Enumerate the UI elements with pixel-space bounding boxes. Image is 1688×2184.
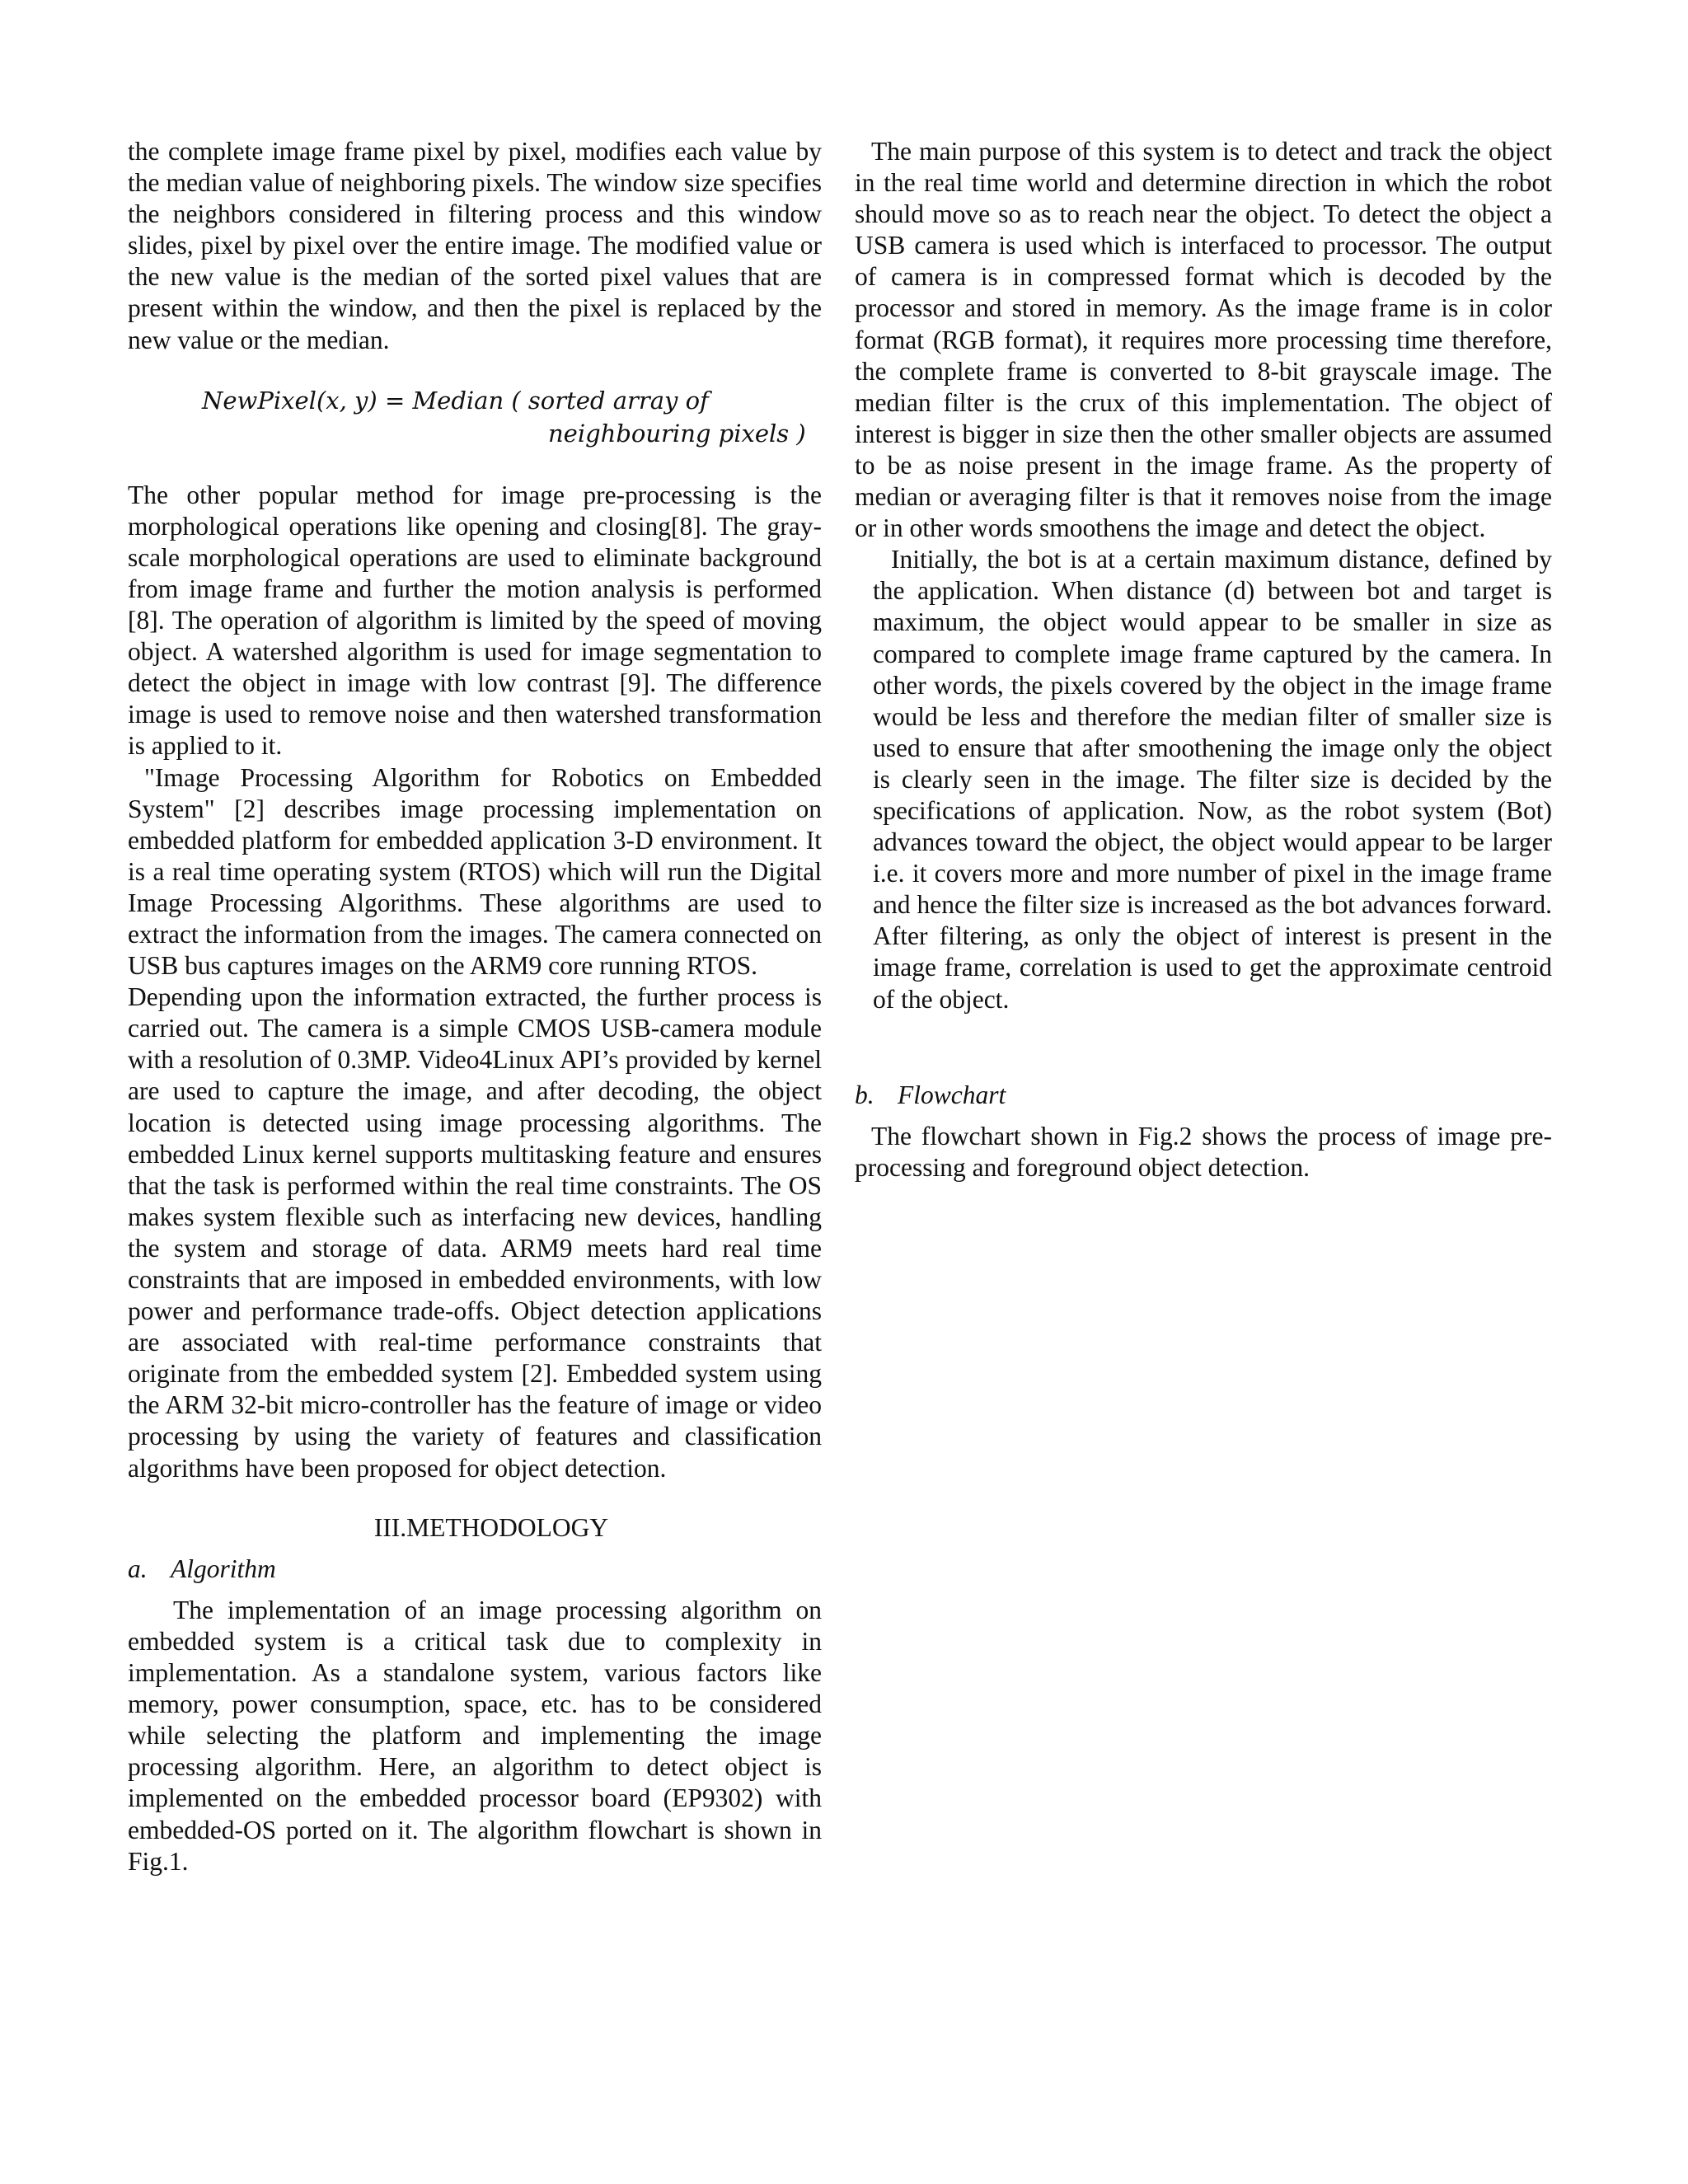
paragraph-depending: Depending upon the information extracted, the further process is carried out. The camera is a simple CMOS USB-camera module with a resolution of 0.3MP. Video4Linux API’s provided by kernel are used to capture the image, and after decoding, the object location is detected using image processing algorithms. The embedded Linux kernel supports multitasking feature and ensures that the task is performed within the real time constraints. The OS makes system flexible such as interfacing new devices, handling the system and storage of data. ARM9 meets hard real time constraints that are imposed in embedded environments, with low power and performance trade-offs. Object detection applications are associated with real-time performance constraints that originate from the embedded system [2]. Embedded system using the ARM 32-bit micro-controller has the feature of image or video processing by using the variety of features and classification algorithms have been proposed for object detection. (128, 982, 822, 1483)
median-equation (128, 384, 822, 450)
left-column (128, 136, 822, 1877)
equation-line-1: NewPixel(x, y) = Median ( sorted array of (202, 386, 709, 415)
subsection-title: Flowchart (898, 1080, 1006, 1109)
paragraph-morphological: The other popular method for image pre-processing is the morphological operations like opening and closing[8]. The gray-scale morphological operations are used to eliminate background from image frame and further the motion analysis is performed [8]. The operation of algorithm is limited by the speed of moving object. A watershed algorithm is used for image segmentation to detect the object in image with low contrast [9]. The difference image is used to remove noise and then watershed transformation is applied to it. (128, 480, 822, 761)
paragraph-robotics-embedded: "Image Processing Algorithm for Robotics on Embedded System" [2] describes image processing implementation on embedded platform for embedded application 3-D environment. It is a real time operating system (RTOS) which will run the Digital Image Processing Algorithms. These algorithms are used to extract the information from the images. The camera connected on USB bus captures images on the ARM9 core running RTOS. (128, 762, 822, 981)
paragraph-algorithm: The implementation of an image processing algorithm on embedded system is a critical task due to complexity in implementation. As a standalone system, various factors like memory, power consumption, space, etc. has to be considered while selecting the platform and implementing the image processing algorithm. Here, an algorithm to detect object is implemented on the embedded processor board (EP9302) with embedded-OS ported on it. The algorithm flowchart is shown in Fig.1. (128, 1595, 822, 1876)
section-heading-methodology: III.METHODOLOGY (373, 1512, 609, 1542)
spacer (855, 1015, 1552, 1080)
subsection-title: Algorithm (171, 1554, 276, 1583)
paragraph-flowchart: The flowchart shown in Fig.2 shows the process of image pre-processing and foreground object detection. (855, 1121, 1552, 1182)
subsection-heading-algorithm (128, 1554, 822, 1585)
paragraph-median-filter: the complete image frame pixel by pixel, modifies each value by the median value of neighboring pixels. The window size specifies the neighbors considered in filtering process and this window slides, pixel by pixel over the entire image. The modified value or the new value is the median of the sorted pixel values that are present within the window, and then the pixel is replaced by the new value or the median. (128, 137, 822, 354)
subsection-label: b. (855, 1080, 874, 1109)
equation-line-2: neighbouring pixels ) (548, 419, 806, 448)
subsection-heading-flowchart (855, 1080, 1552, 1111)
subsection-label: a. (128, 1554, 148, 1583)
paragraph-initially: Initially, the bot is at a certain maximum distance, defined by the application. When distance (d) between bot and target is maximum, the object would appear to be smaller in size as compared to complete image frame captured by the camera. In other words, the pixels covered by the object in the image frame would be less and therefore the median filter of smaller size is used to ensure that after smoothening the image only the object is clearly seen in the image. The filter size is decided by the specifications of application. Now, as the robot system (Bot) advances toward the object, the object would appear to be larger i.e. it covers more and more number of pixel in the image frame and hence the filter size is increased as the bot advances forward. After filtering, as only the object of interest is present in the image frame, correlation is used to get the approximate centroid of the object. (873, 545, 1552, 1014)
right-column (855, 136, 1552, 1183)
paragraph-main-purpose: The main purpose of this system is to detect and track the object in the real time world and determine direction in which the robot should move so as to reach near the object. To detect the object a USB camera is used which is interfaced to processor. The output of camera is in compressed format which is decoded by the processor and stored in memory. As the image frame is in color format (RGB format), it requires more processing time therefore, the complete frame is converted to 8-bit grayscale image. The median filter is the crux of this implementation. The object of interest is bigger in size then the other smaller objects are assumed to be as noise present in the image frame. As the property of median or averaging filter is that it removes noise from the image or in other words smoothens the image and detect the object. (855, 137, 1552, 543)
